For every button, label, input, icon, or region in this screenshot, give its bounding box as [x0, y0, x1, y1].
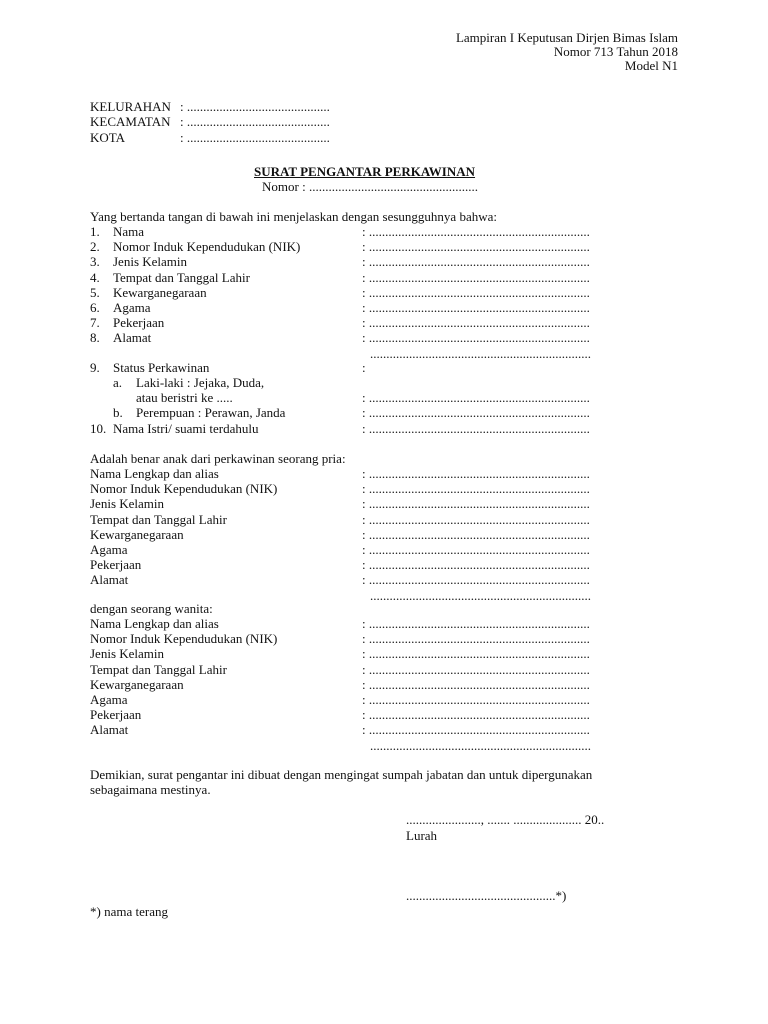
- father-field[interactable]: : ....................................................................: [362, 557, 590, 572]
- field-label: Pekerjaan: [90, 557, 142, 572]
- previous-spouse-label: Nama Istri/ suami terdahulu: [113, 421, 259, 436]
- signer-title: Lurah: [406, 828, 438, 843]
- field-label: Tempat dan Tanggal Lahir: [90, 662, 227, 677]
- field-label: Jenis Kelamin: [90, 496, 165, 511]
- mother-field[interactable]: : ....................................................................: [362, 646, 590, 661]
- kelurahan-label: KELURAHAN: [90, 99, 171, 114]
- closing-line-1: Demikian, surat pengantar ini dibuat dengan mengingat sumpah jabatan dan untuk dipergunakan: [90, 767, 593, 782]
- fill-in-field[interactable]: : ....................................................................: [362, 270, 590, 285]
- father-field[interactable]: : ....................................................................: [362, 572, 590, 587]
- fill-in-field[interactable]: : ....................................................................: [362, 254, 590, 269]
- status-b-letter: b.: [113, 405, 123, 420]
- mother-field[interactable]: : ....................................................................: [362, 692, 590, 707]
- item-num: 2.: [90, 239, 100, 254]
- previous-spouse-field[interactable]: : ....................................................................: [362, 421, 590, 436]
- field-label: Nomor Induk Kependudukan (NIK): [90, 481, 278, 496]
- status-colon: :: [362, 360, 366, 375]
- fill-in-field[interactable]: : ....................................................................: [362, 224, 590, 239]
- father-field[interactable]: : ....................................................................: [362, 466, 590, 481]
- item-num: 10.: [90, 421, 107, 436]
- fill-in-field[interactable]: : ....................................................................: [362, 285, 590, 300]
- kota-field[interactable]: : ............................................: [180, 130, 330, 145]
- item-num: 9.: [90, 360, 100, 375]
- nomor-field[interactable]: Nomor : ....................................................: [262, 179, 478, 194]
- kelurahan-field[interactable]: : ............................................: [180, 99, 330, 114]
- mother-field[interactable]: : ....................................................................: [362, 677, 590, 692]
- mother-field[interactable]: : ....................................................................: [362, 631, 590, 646]
- field-label: Pekerjaan: [90, 707, 142, 722]
- fill-in-field[interactable]: : ....................................................................: [362, 315, 590, 330]
- status-label: Status Perkawinan: [113, 360, 210, 375]
- status-a-letter: a.: [113, 375, 123, 390]
- kecamatan-field[interactable]: : ............................................: [180, 114, 330, 129]
- kota-label: KOTA: [90, 130, 126, 145]
- field-label: Kewarganegaraan: [90, 677, 184, 692]
- father-field[interactable]: : ....................................................................: [362, 512, 590, 527]
- mother-field[interactable]: : ....................................................................: [362, 722, 590, 737]
- fill-in-field[interactable]: : ....................................................................: [362, 239, 590, 254]
- field-label: Agama: [113, 300, 151, 315]
- field-label: Tempat dan Tanggal Lahir: [113, 270, 250, 285]
- intro-text: Yang bertanda tangan di bawah ini menjelaskan dengan sesungguhnya bahwa:: [90, 209, 497, 224]
- field-label: Kewarganegaraan: [90, 527, 184, 542]
- header-line-2: Nomor 713 Tahun 2018: [553, 44, 678, 59]
- father-field[interactable]: : ....................................................................: [362, 542, 590, 557]
- field-label: Agama: [90, 692, 128, 707]
- item-num: 3.: [90, 254, 100, 269]
- item-num: 1.: [90, 224, 100, 239]
- mother-intro: dengan seorang wanita:: [90, 601, 213, 616]
- field-label: Nama: [113, 224, 145, 239]
- field-label: Nama Lengkap dan alias: [90, 616, 219, 631]
- address-continuation-field[interactable]: ....................................................................: [370, 346, 591, 361]
- field-label: Alamat: [90, 572, 129, 587]
- fill-in-field[interactable]: : ....................................................................: [362, 330, 590, 345]
- father-field[interactable]: : ....................................................................: [362, 527, 590, 542]
- footnote: *) nama terang: [90, 904, 168, 919]
- status-a-line1: Laki-laki : Jejaka, Duda,: [136, 375, 265, 390]
- status-b-label: Perempuan : Perawan, Janda: [136, 405, 286, 420]
- item-num: 8.: [90, 330, 100, 345]
- item-num: 6.: [90, 300, 100, 315]
- item-num: 4.: [90, 270, 100, 285]
- mother-field[interactable]: : ....................................................................: [362, 662, 590, 677]
- field-label: Nama Lengkap dan alias: [90, 466, 219, 481]
- fill-in-field[interactable]: : ....................................................................: [362, 300, 590, 315]
- header-line-3: Model N1: [624, 58, 678, 73]
- signature-line[interactable]: ..............................................*): [406, 888, 567, 903]
- item-num: 5.: [90, 285, 100, 300]
- mother-field[interactable]: : ....................................................................: [362, 616, 590, 631]
- mother-field[interactable]: : ....................................................................: [362, 707, 590, 722]
- field-label: Alamat: [113, 330, 152, 345]
- date-line[interactable]: ......................., ....... ..................... 20..: [406, 812, 605, 827]
- document-title: SURAT PENGANTAR PERKAWINAN: [254, 164, 476, 179]
- field-label: Jenis Kelamin: [90, 646, 165, 661]
- father-field[interactable]: : ....................................................................: [362, 481, 590, 496]
- field-label: Alamat: [90, 722, 129, 737]
- status-a-line2: atau beristri ke .....: [136, 390, 233, 405]
- field-label: Agama: [90, 542, 128, 557]
- father-intro: Adalah benar anak dari perkawinan seorang pria:: [90, 451, 346, 466]
- status-b-field[interactable]: : ....................................................................: [362, 405, 590, 420]
- field-label: Jenis Kelamin: [113, 254, 188, 269]
- status-a-field[interactable]: : ....................................................................: [362, 390, 590, 405]
- item-num: 7.: [90, 315, 100, 330]
- field-label: Nomor Induk Kependudukan (NIK): [113, 239, 301, 254]
- father-address-continuation[interactable]: ....................................................................: [370, 588, 591, 603]
- closing-line-2: sebagaimana mestinya.: [90, 782, 211, 797]
- mother-address-continuation[interactable]: ....................................................................: [370, 738, 591, 753]
- field-label: Pekerjaan: [113, 315, 165, 330]
- field-label: Tempat dan Tanggal Lahir: [90, 512, 227, 527]
- father-field[interactable]: : ....................................................................: [362, 496, 590, 511]
- header-line-1: Lampiran I Keputusan Dirjen Bimas Islam: [455, 30, 678, 45]
- field-label: Nomor Induk Kependudukan (NIK): [90, 631, 278, 646]
- field-label: Kewarganegaraan: [113, 285, 207, 300]
- kecamatan-label: KECAMATAN: [90, 114, 171, 129]
